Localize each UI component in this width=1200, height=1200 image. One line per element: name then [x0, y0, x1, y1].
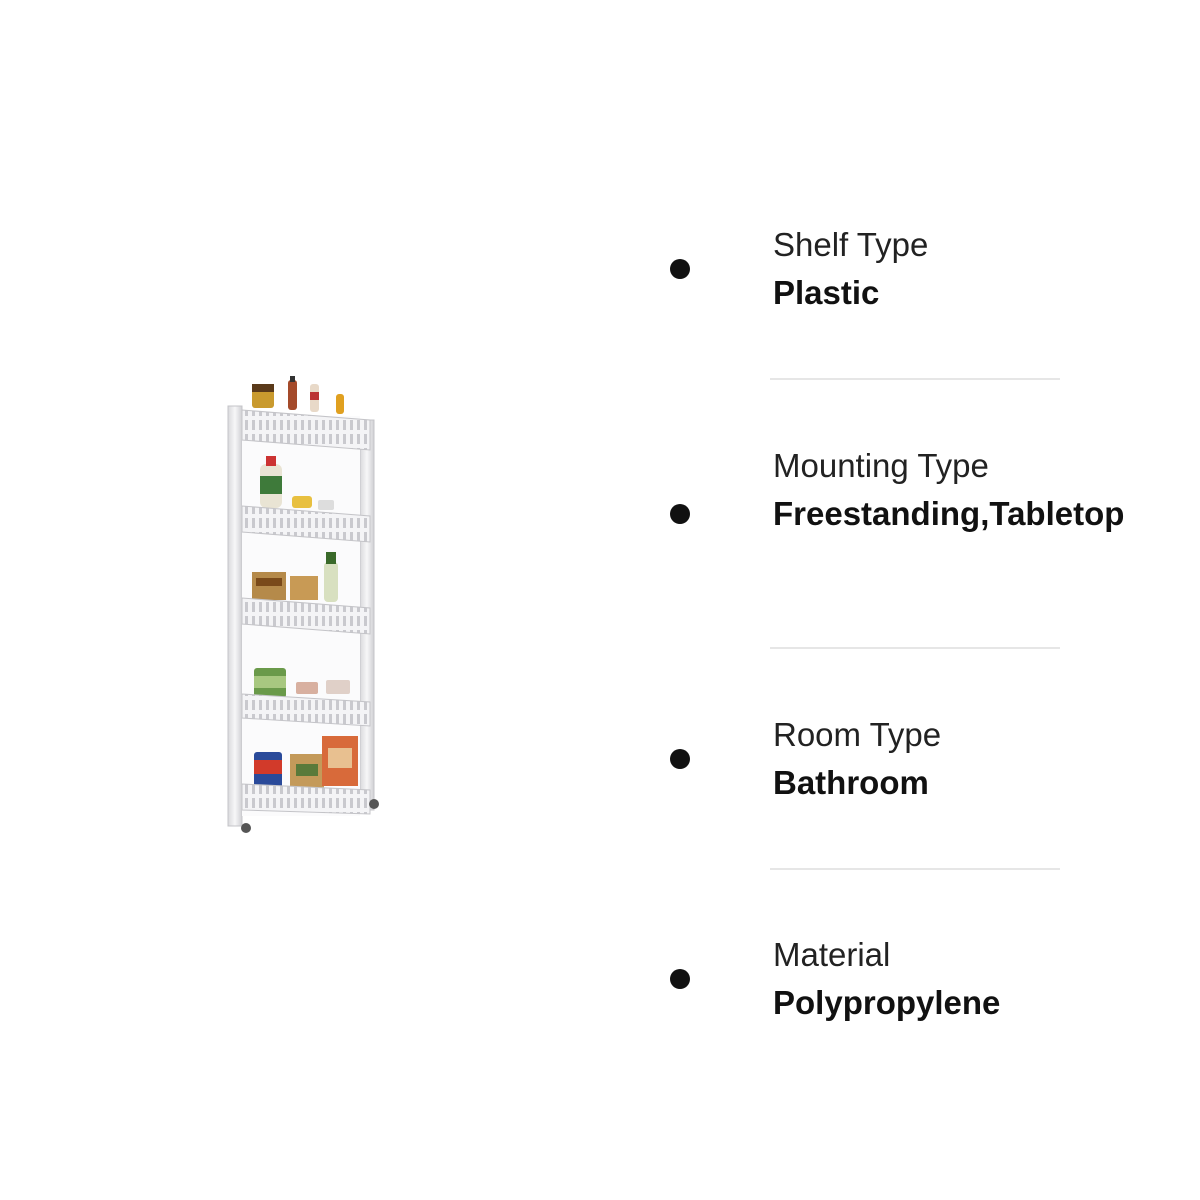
spec-label: Shelf Type — [773, 226, 929, 263]
divider — [770, 378, 1060, 380]
spec-value: Bathroom — [773, 764, 929, 801]
spec-label: Mounting Type — [773, 447, 989, 484]
top-items — [252, 376, 344, 414]
divider — [770, 647, 1060, 649]
bullet-icon — [670, 749, 690, 769]
bullet-icon — [670, 259, 690, 279]
spec-label: Material — [773, 936, 891, 973]
bullet-icon — [670, 504, 690, 524]
bullet-icon — [670, 969, 690, 989]
spec-label: Room Type — [773, 716, 942, 753]
spec-value: Polypropylene — [773, 984, 1001, 1021]
product-image — [222, 376, 386, 836]
spec-value: Plastic — [773, 274, 880, 311]
spec-value: Freestanding,Tabletop — [773, 495, 1125, 532]
divider — [770, 868, 1060, 870]
